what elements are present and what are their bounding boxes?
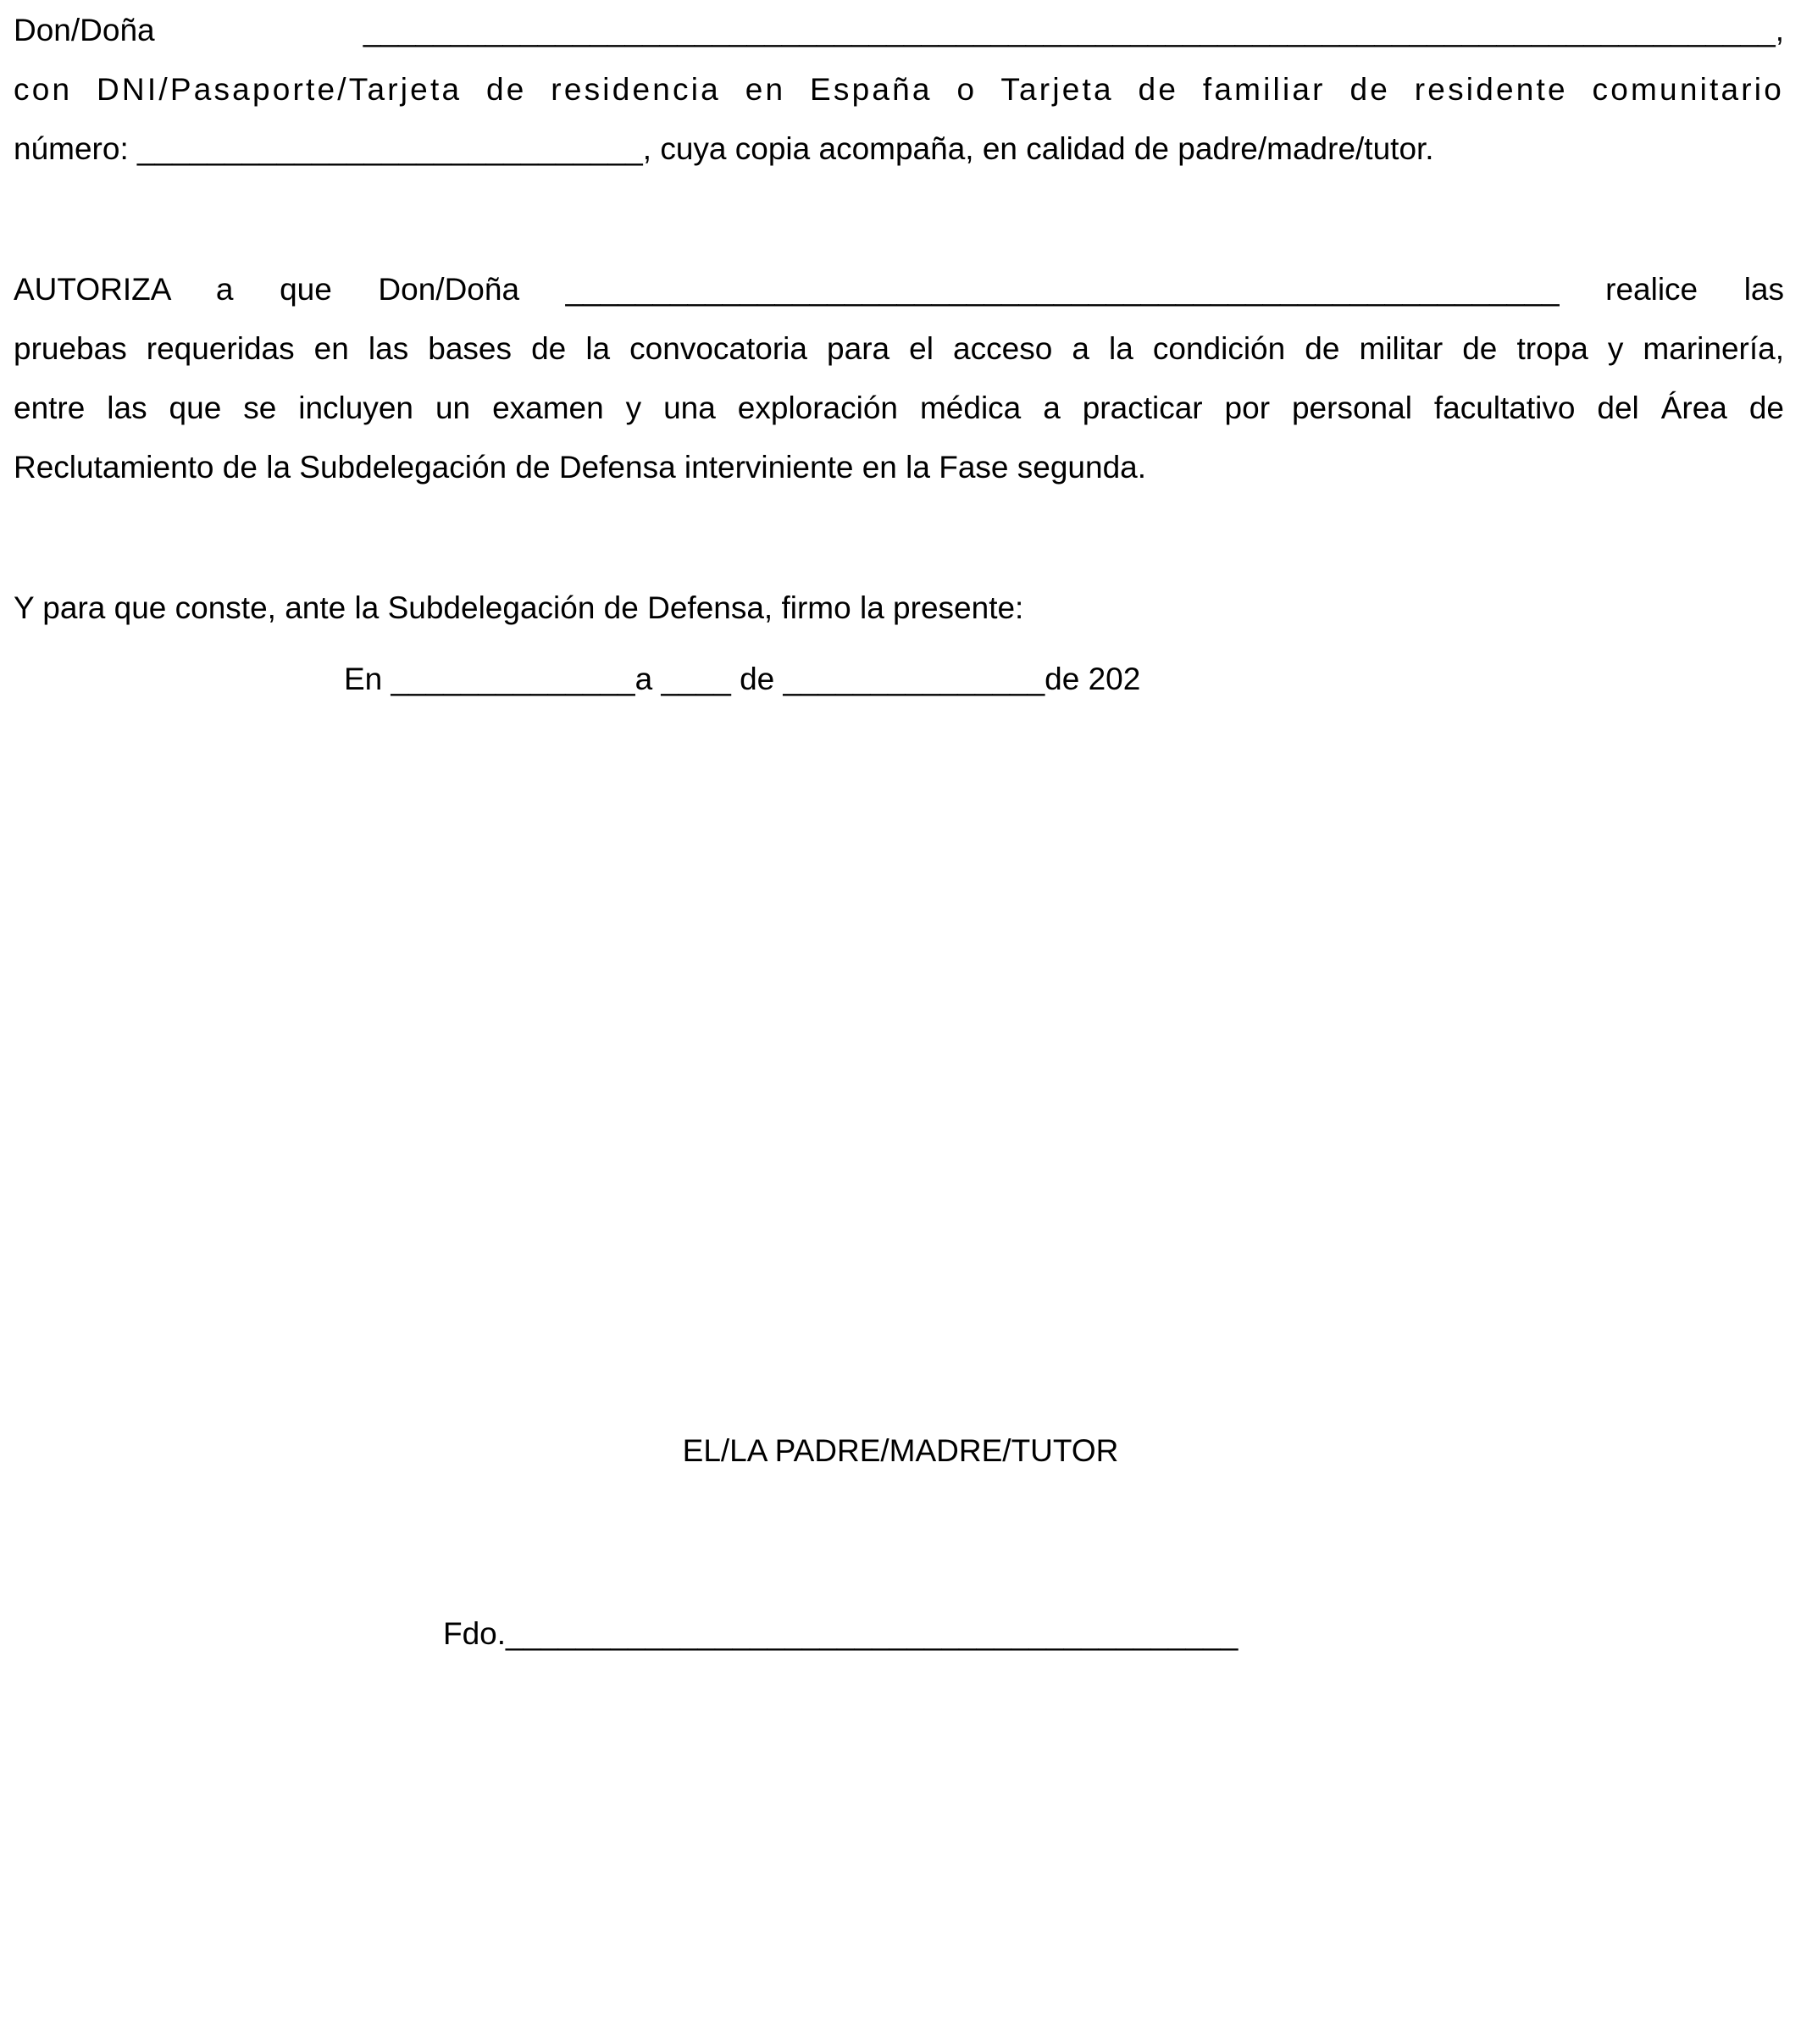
signing-statement: Y para que conste, ante la Subdelegación de Defensa, firmo la presente:: [14, 590, 1024, 625]
authorizes-line: AUTORIZA a que Don/Doña _________________________________________________________ realice las: [14, 272, 1784, 307]
signature-line: Fdo.__________________________________________: [443, 1616, 1239, 1651]
signer-title: EL/LA PADRE/MADRE/TUTOR: [682, 1433, 1119, 1468]
medical-exam-line: entre las que se incluyen un examen y una exploración médica a practicar por personal facultativo del Área de: [14, 391, 1784, 425]
guardian-name-line: Don/Doña _________________________________________________________________________________,: [14, 13, 1784, 47]
tests-line: pruebas requeridas en las bases de la convocatoria para el acceso a la condición de militar de tropa y marinería,: [14, 331, 1784, 366]
id-document-line: con DNI/Pasaporte/Tarjeta de residencia en España o Tarjeta de familiar de residente comunitario: [14, 72, 1784, 107]
id-number-line: número: _____________________________, cuya copia acompaña, en calidad de padre/madre/tutor.: [14, 131, 1434, 166]
recruitment-line: Reclutamiento de la Subdelegación de Defensa interviniente en la Fase segunda.: [14, 450, 1147, 485]
date-place-line: En ______________a ____ de _______________de 202: [344, 662, 1141, 696]
